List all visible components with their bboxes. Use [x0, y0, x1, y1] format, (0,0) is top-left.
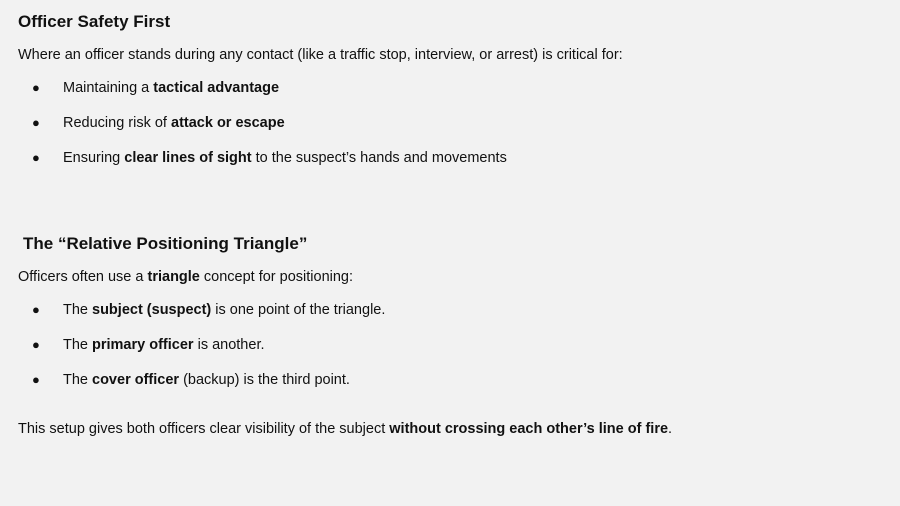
list-item-text: Reducing risk of attack or escape [63, 115, 285, 131]
list-item-text: The cover officer (backup) is the third point. [63, 372, 350, 388]
section-intro-positioning-triangle: Officers often use a triangle concept for positioning: [18, 269, 354, 285]
list-item-text: Ensuring clear lines of sight to the suspect’s hands and movements [63, 150, 507, 166]
list-item-text: Maintaining a tactical advantage [63, 80, 280, 96]
bullet-icon: ● [32, 150, 40, 165]
list-item-text: The subject (suspect) is one point of the triangle. [63, 302, 386, 318]
section-intro-officer-safety: Where an officer stands during any contact (like a traffic stop, interview, or arrest) is critical for: [18, 47, 623, 63]
closing-paragraph: This setup gives both officers clear visibility of the subject without crossing each other’s line of fire. [18, 421, 673, 437]
section-title-officer-safety: Officer Safety First [18, 12, 171, 31]
bullet-icon: ● [32, 337, 40, 352]
section-title-positioning-triangle: The “Relative Positioning Triangle” [23, 234, 308, 253]
bullet-icon: ● [32, 80, 40, 95]
list-item-text: The primary officer is another. [63, 337, 265, 353]
bullet-icon: ● [32, 115, 40, 130]
bullet-icon: ● [32, 302, 40, 317]
bullet-icon: ● [32, 372, 40, 387]
